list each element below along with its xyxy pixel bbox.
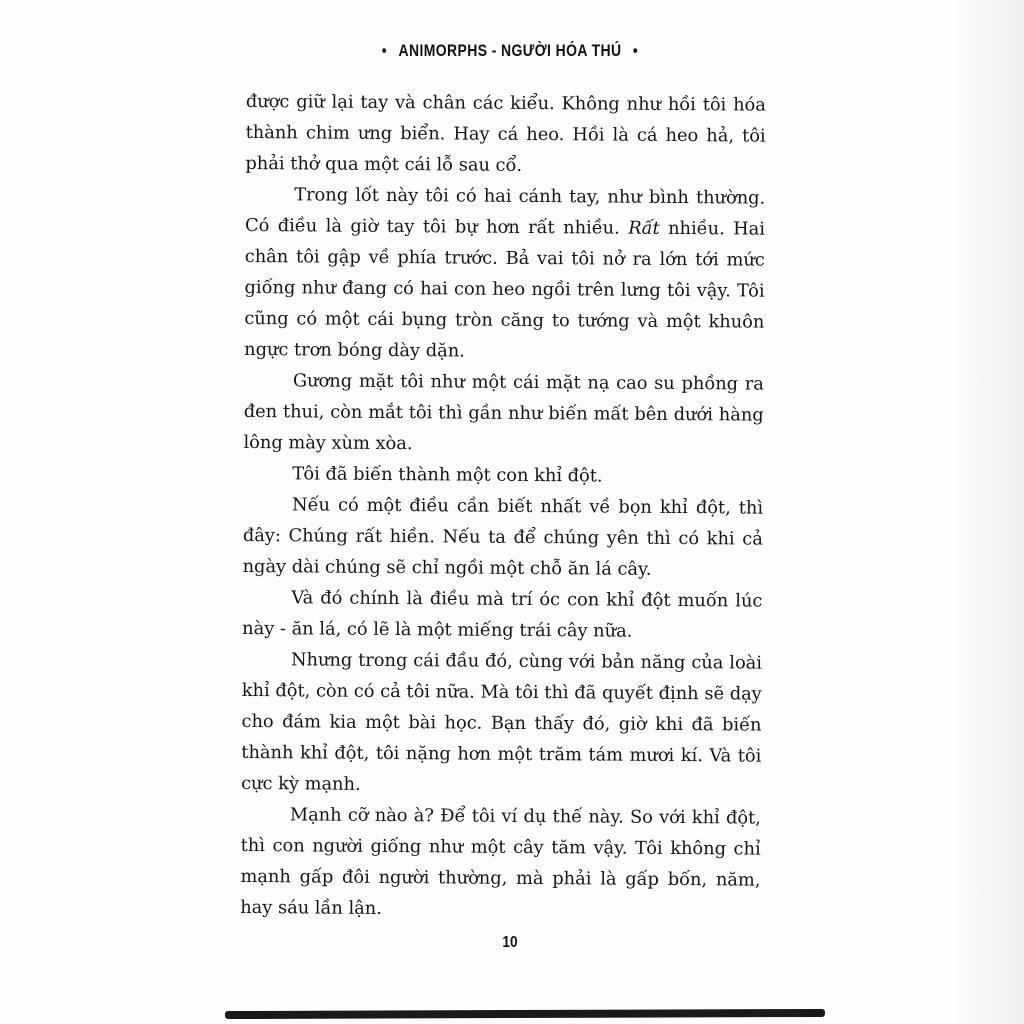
running-header [297,41,723,61]
paragraph-2-text: Trong lốt này tôi có hai cánh tay, như bình thường. Có điều là giờ tay tôi bự hơn rất nhiều. [244,184,766,239]
paragraph-7: Nhưng trong cái đầu đó, cùng với bản năng của loài khỉ đột, còn có cả tôi nữa. Mà tôi thì đã quyết định sẽ dạy cho đám kia một bài học. Bạn thấy đó, giờ khi đã biến thành khỉ đột, tôi nặng hơn một trăm tám mươi kí. Và tôi cực kỳ mạnh. [241,649,763,795]
paragraph-3: Gương mặt tôi như một cái mặt nạ cao su phồng ra đen thui, còn mắt tôi thì gần như biến mất bên dưới hàng lông mày xùm xòa. [243,370,765,455]
header-bullet-left: • [381,41,388,60]
page-number: 10 [502,934,518,951]
page-shadow [954,0,1024,1024]
paragraph-8: Mạnh cỡ nào à? Để tôi ví dụ thế này. So với khỉ đột, thì con người giống như một cây tăm vậy. Tôi không chỉ mạnh gấp đôi người thường, mà phải là gấp bốn, năm, hay sáu lần lận. [240,804,761,919]
paragraph-5: Nếu có một điều cần biết nhất về bọn khỉ đột, thì đây: Chúng rất hiền. Nếu ta để chúng yên thì có khi cả ngày dài chúng sẽ chỉ ngồi một chỗ ăn lá cây. [242,494,764,580]
paragraph-2-emphasis: Rất [628,217,660,239]
page-bottom-edge [225,1009,825,1019]
paragraph-2 [244,179,765,369]
header-title: ANIMORPHS - NGƯỜI HÓA THÚ [398,41,622,60]
paragraph-6: Và đó chính là điều mà trí óc con khỉ đột muốn lúc này - ăn lá, có lẽ là một miếng trái cây nữa. [242,587,763,642]
paragraph-2-after: nhiều. Hai chân tôi gập về phía trước. Bả vai tôi nở ra lớn tới mức giống như đang có hai con heo ngồi trên lưng tôi vậy. Tôi cũng có một cái bụng tròn căng to tướng và một khuôn ngực trơn bóng dày dặn. [244,217,766,362]
header-bullet-right: • [632,41,639,60]
page-body [240,86,766,927]
paragraph-1: được giữ lại tay và chân các kiểu. Không như hồi tôi hóa thành chim ưng biển. Hay cá heo. Hồi là cá heo hả, tôi phải thở qua một cái lỗ sau cổ. [245,90,766,176]
paragraph-4: Tôi đã biến thành một con khỉ đột. [292,463,603,487]
